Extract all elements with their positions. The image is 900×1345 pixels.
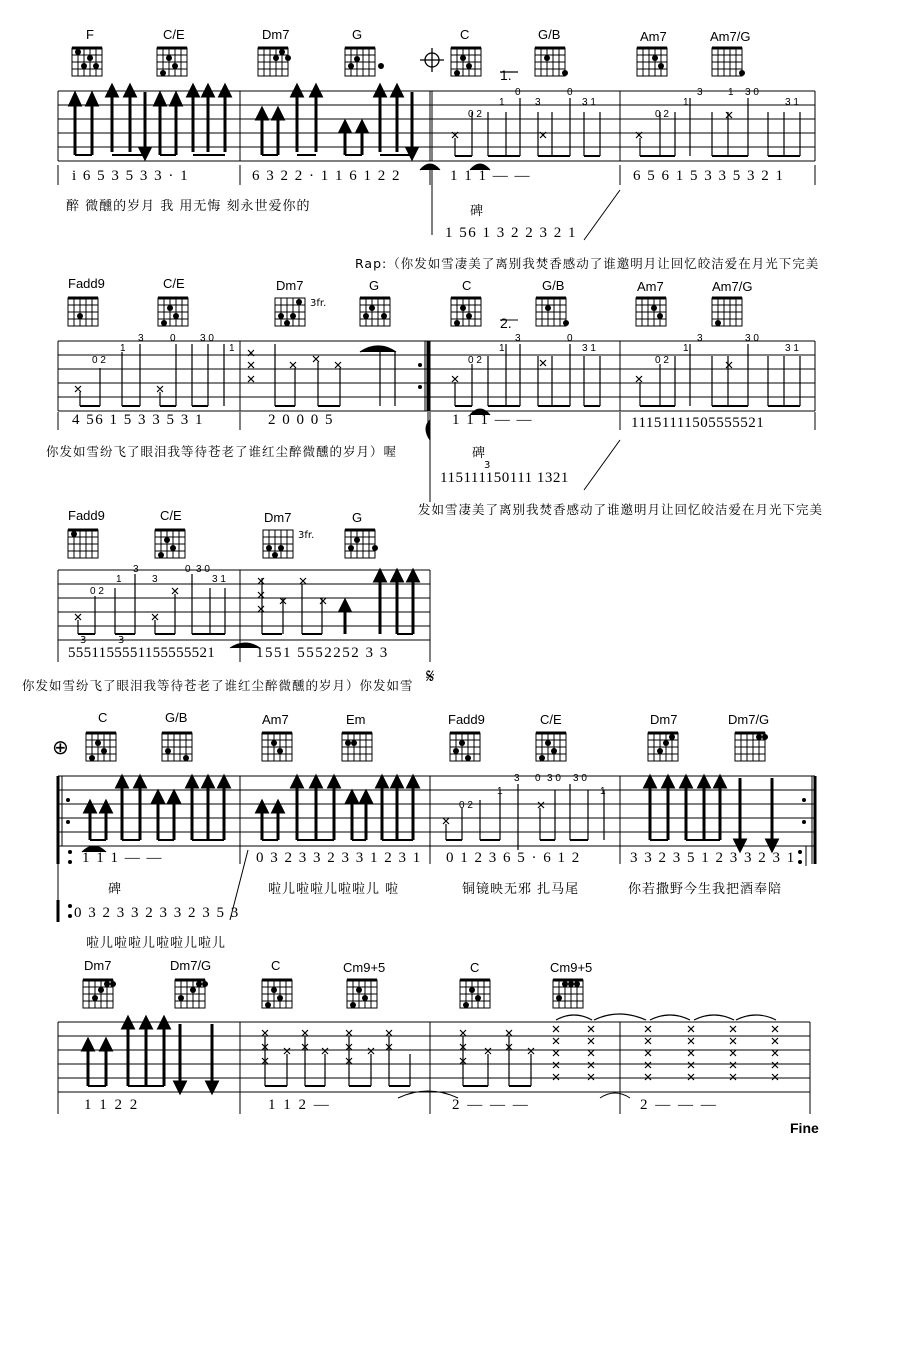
svg-text:0 2: 0 2 (655, 355, 669, 366)
lyrics-line: 铜镜映无邪 扎马尾 (462, 882, 580, 897)
svg-text:1: 1 (499, 343, 505, 354)
chord-name: C/E (163, 276, 185, 291)
fine-mark: Fine (790, 1120, 819, 1136)
lyrics-line: 醉 微醺的岁月 我 用无悔 刻永世爱你的 (66, 199, 311, 214)
numbered-notation: 4 56 1 5 3 3 5 3 1 (72, 412, 204, 428)
svg-text:3 1: 3 1 (785, 97, 799, 108)
numbered-notation: 1 1 2 2 (84, 1097, 140, 1113)
svg-text:3 0: 3 0 (745, 333, 759, 344)
chord-name: F (86, 27, 94, 42)
numbered-notation-alt: 115111150111 1321 (440, 470, 569, 486)
triplet-mark: 3 (118, 635, 125, 646)
chord-name: Am7 (637, 279, 664, 294)
svg-text:0 2: 0 2 (90, 586, 104, 597)
svg-text:3 1: 3 1 (785, 343, 799, 354)
chord-name: G/B (165, 710, 188, 725)
svg-text:3 0: 3 0 (745, 87, 759, 98)
svg-text:1: 1 (600, 786, 606, 797)
numbered-notation: 1 1 2 — (268, 1097, 331, 1113)
svg-text:3 1: 3 1 (582, 343, 596, 354)
svg-text:3: 3 (138, 333, 144, 344)
numbered-notation: 11151111505555521 (631, 415, 765, 431)
fret-label: 3fr. (298, 530, 315, 541)
chord-name: Dm7 (84, 958, 112, 973)
svg-text:1: 1 (497, 786, 503, 797)
chord-name: Fadd9 (68, 508, 105, 523)
svg-text:0 2: 0 2 (468, 109, 482, 120)
lyrics-line: 碑 (472, 446, 487, 461)
svg-text:3: 3 (514, 773, 520, 784)
chord-name: Am7 (262, 712, 289, 727)
svg-text:0 2: 0 2 (468, 355, 482, 366)
numbered-notation: 0 3 2 3 3 2 3 3 1 2 3 1 (256, 850, 422, 866)
svg-text:1.: 1. (500, 67, 512, 83)
segno-sign: 𝄋 (426, 664, 435, 688)
numbered-notation: 2 0 0 0 5 (268, 412, 334, 428)
numbered-notation: 1 1 1 — — (82, 850, 163, 866)
numbered-notation: 3 3 2 3 5 1 2 3 3 2 3 1 (630, 850, 796, 866)
numbered-notation: 1 1 1 — — (450, 168, 531, 184)
svg-text:1: 1 (683, 343, 689, 354)
svg-text:0: 0 (567, 87, 573, 98)
rap-text: 发如雪凄美了离别我焚香感动了谁邀明月让回忆皎洁爱在月光下完美 (418, 502, 824, 517)
numbered-notation: 1 1 1 — — (452, 412, 533, 428)
rap-text: Rap:（你发如雪凄美了离别我焚香感动了谁邀明月让回忆皎洁爱在月光下完美 (355, 256, 820, 271)
chord-name: Dm7 (264, 510, 292, 525)
svg-text:0: 0 (170, 333, 176, 344)
svg-text:0: 0 (515, 87, 521, 98)
chord-name: Cm9+5 (343, 960, 386, 975)
svg-text:1: 1 (499, 97, 505, 108)
chord-name: Am7/G (710, 29, 751, 44)
svg-text:3: 3 (535, 97, 541, 108)
lyrics-line: 碑 (470, 204, 485, 219)
chord-name: Am7/G (712, 279, 753, 294)
chord-name: Cm9+5 (550, 960, 593, 975)
svg-text:3 0: 3 0 (200, 333, 214, 344)
chord-name: G (352, 510, 363, 525)
chord-name: G (369, 278, 380, 293)
svg-text:1: 1 (116, 574, 122, 585)
coda-sign: ⊕ (52, 735, 69, 759)
svg-text:0: 0 (567, 333, 573, 344)
chord-name: C/E (160, 508, 182, 523)
lyrics-line: 啦儿啦啦儿啦啦儿啦儿 (86, 936, 227, 951)
numbered-notation: 2 — — — (640, 1097, 718, 1113)
svg-text:3: 3 (152, 574, 158, 585)
chord-name: C/E (163, 27, 185, 42)
lyrics-line: 啦儿啦啦儿啦啦儿 啦 (268, 882, 400, 897)
numbered-notation: 2 — — — (452, 1097, 530, 1113)
svg-text:3 1: 3 1 (582, 97, 596, 108)
svg-text:1: 1 (229, 343, 235, 354)
numbered-notation-alt: 1 56 1 3 2 2 3 2 1 (445, 225, 577, 241)
svg-text:3: 3 (133, 564, 139, 575)
lyrics-line: 碑 (108, 882, 123, 897)
lyrics-line: 你若撒野今生我把酒奉陪 (628, 882, 783, 897)
chord-name: C (460, 27, 470, 42)
numbered-notation: 6 5 6 1 5 3 3 5 3 2 1 (633, 168, 785, 184)
svg-text:0 2: 0 2 (459, 800, 473, 811)
svg-text:0: 0 (185, 564, 191, 575)
svg-text:1: 1 (120, 343, 126, 354)
chord-name: Dm7 (650, 712, 678, 727)
numbered-notation: 6 3 2 2 · 1 1 6 1 2 2 (252, 168, 401, 184)
svg-text:3: 3 (697, 333, 703, 344)
numbered-notation: 1551 5552252 3 3 (256, 645, 389, 661)
chord-name: G (352, 27, 363, 42)
chord-name: Am7 (640, 29, 667, 44)
chord-name: C/E (540, 712, 562, 727)
svg-text:0 2: 0 2 (92, 355, 106, 366)
svg-text:3 0: 3 0 (196, 564, 210, 575)
fret-label: 3fr. (310, 298, 327, 309)
svg-text:0: 0 (535, 773, 541, 784)
numbered-notation: i 6 5 3 5 3 3 · 1 (72, 168, 190, 184)
svg-text:1: 1 (728, 87, 734, 98)
chord-name: C (470, 960, 480, 975)
numbered-notation: 5551155551155555521 (68, 645, 216, 661)
chord-name: Dm7 (262, 27, 290, 42)
svg-text:3 0: 3 0 (547, 773, 561, 784)
svg-text:3: 3 (515, 333, 521, 344)
chord-name: G/B (538, 27, 561, 42)
chord-name: Fadd9 (448, 712, 485, 727)
svg-text:2.: 2. (500, 315, 512, 331)
svg-text:1: 1 (683, 97, 689, 108)
numbered-notation: 0 1 2 3 6 5 · 6 1 2 (446, 850, 581, 866)
numbered-notation-alt: 0 3 2 3 3 2 3 3 2 3 5 3 (74, 905, 240, 921)
chord-name: C (98, 710, 108, 725)
svg-text:0 2: 0 2 (655, 109, 669, 120)
chord-name: Em (346, 712, 366, 727)
chord-name: C (462, 278, 472, 293)
chord-name: Dm7 (276, 278, 304, 293)
triplet-mark: 3 (80, 635, 87, 646)
chord-name: Fadd9 (68, 276, 105, 291)
svg-text:3 1: 3 1 (212, 574, 226, 585)
svg-text:3 0: 3 0 (573, 773, 587, 784)
lyrics-line: 你发如雪纷飞了眼泪我等待苍老了谁红尘醉微醺的岁月）喔 (46, 444, 398, 459)
chord-name: G/B (542, 278, 565, 293)
lyrics-line: 你发如雪纷飞了眼泪我等待苍老了谁红尘醉微醺的岁月）你发如雪 (22, 678, 414, 693)
chord-name: Dm7/G (728, 712, 770, 727)
triplet-mark: 3 (484, 460, 491, 471)
chord-name: Dm7/G (170, 958, 212, 973)
chord-name: C (271, 958, 281, 973)
svg-text:3: 3 (697, 87, 703, 98)
